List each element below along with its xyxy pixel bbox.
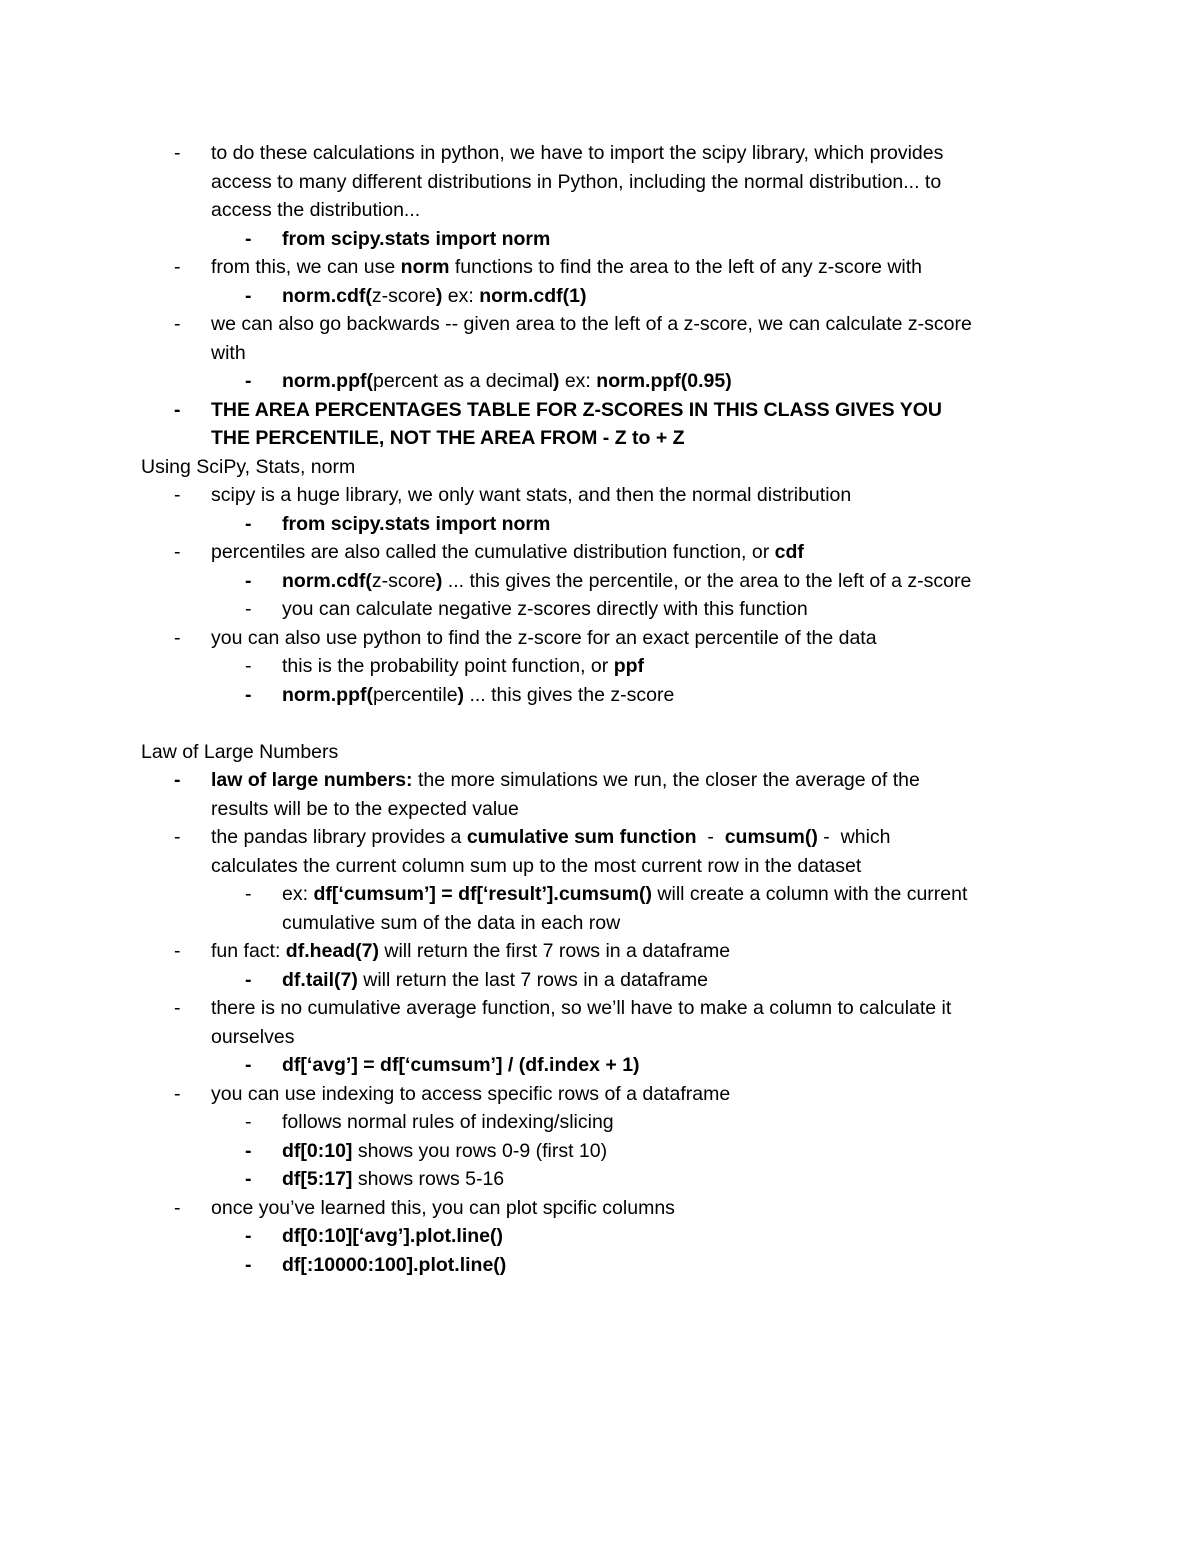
- bullet-dash: -: [174, 313, 181, 335]
- sub-bullet-negative: [0, 595, 1200, 624]
- bullet-dash: -: [245, 1111, 252, 1133]
- bullet-text: you can calculate negative z-scores directly with this function: [282, 598, 808, 620]
- bullet-exact-percentile: [0, 624, 1200, 653]
- bullet-scipy-intro: [0, 139, 1200, 168]
- bullet-scipy-library: [0, 481, 1200, 510]
- text: the more simulations we run, the closer the average of the: [412, 769, 920, 791]
- bullet-dash: -: [245, 284, 252, 307]
- bullet-dash: -: [174, 940, 181, 962]
- bold-text: ppf: [613, 655, 645, 677]
- code-text: ): [457, 683, 465, 706]
- sub-bullet-cdf: [0, 567, 1200, 596]
- code-text: df.head(7): [285, 940, 379, 962]
- code-text: from scipy.stats import norm: [282, 227, 551, 250]
- bullet-dash: -: [174, 398, 181, 421]
- bullet-text: there is no cumulative average function, so we’ll have to make a column to calculate it: [211, 997, 952, 1019]
- sub-bullet-slice-0-10: [0, 1137, 1200, 1166]
- sub-bullet-tail: [0, 966, 1200, 995]
- code-text: df[‘cumsum’] = df[‘result’].cumsum(): [313, 883, 653, 905]
- bullet-dash: -: [174, 626, 181, 649]
- bullet-continuation: access to many different distributions in Python, including the normal distribution... to: [211, 170, 942, 193]
- bullet-continuation: with: [211, 341, 246, 364]
- bullet-dash: -: [174, 1196, 181, 1219]
- bullet-dash: -: [245, 968, 252, 991]
- code-text: df[‘avg’] = df[‘cumsum’] / (df.index + 1): [282, 1054, 640, 1076]
- bullet-dash: -: [174, 256, 181, 278]
- bullet-head: [0, 937, 1200, 966]
- section-heading: Using SciPy, Stats, norm: [141, 455, 356, 478]
- bullet-dash: -: [245, 512, 252, 535]
- sub-bullet-code: [0, 225, 1200, 254]
- bullet-cumsum: [0, 823, 1200, 852]
- bullet-dash: -: [245, 683, 252, 706]
- bullet-continuation: calculates the current column sum up to the most current row in the dataset: [211, 854, 862, 877]
- bullet-text: we can also go backwards -- given area to the left of a z-score, we can calculate z-score: [211, 313, 972, 335]
- code-text: df[0:10]: [282, 1139, 353, 1162]
- bullet-dash: -: [245, 1253, 252, 1276]
- bullet-continuation: THE PERCENTILE, NOT THE AREA FROM - Z to + Z: [211, 427, 685, 449]
- bullet-norm-functions: [0, 253, 1200, 282]
- text: will return the first 7 rows in a dataframe: [378, 940, 731, 962]
- bullet-continuation: cumulative sum of the data in each row: [282, 911, 621, 934]
- text: the pandas library provides a: [211, 826, 467, 848]
- bullet-backwards: [0, 310, 1200, 339]
- bullet-law: [0, 766, 1200, 795]
- text: percentile: [372, 683, 458, 706]
- code-text: ): [435, 569, 443, 592]
- bullet-continuation: results will be to the expected value: [211, 797, 519, 820]
- bullet-cumulative-average: [0, 994, 1200, 1023]
- code-text: cumsum(): [724, 826, 818, 848]
- text: ex:: [559, 370, 597, 392]
- bullet-dash: -: [174, 484, 181, 506]
- text: ... this gives the z-score: [464, 683, 675, 706]
- text: ... this gives the percentile, or the area to the left of a z-score: [442, 569, 972, 592]
- bullet-dash: -: [245, 1139, 252, 1162]
- bullet-text: you can use indexing to access specific rows of a dataframe: [211, 1082, 731, 1105]
- bullet-dash: -: [245, 655, 252, 677]
- text: ex:: [442, 284, 480, 307]
- bullet-dash: -: [174, 826, 181, 848]
- text: z-score: [371, 284, 436, 307]
- text: ex:: [282, 883, 314, 905]
- bullet-dash: -: [174, 142, 181, 164]
- bullet-dash: -: [245, 598, 252, 620]
- sub-bullet-cdf-example: [0, 282, 1200, 311]
- bullet-text: follows normal rules of indexing/slicing: [282, 1111, 614, 1133]
- text: -: [696, 826, 725, 848]
- sub-bullet-code: [0, 510, 1200, 539]
- bold-text: norm: [400, 256, 450, 278]
- bullet-text: you can also use python to find the z-score for an exact percentile of the data: [211, 626, 877, 649]
- text: percentiles are also called the cumulative distribution function, or: [211, 541, 775, 563]
- bullet-continuation: access the distribution...: [211, 199, 421, 221]
- text: from this, we can use: [211, 256, 401, 278]
- sub-bullet-avg-code: [0, 1051, 1200, 1080]
- bullet-text: scipy is a huge library, we only want stats, and then the normal distribution: [211, 484, 852, 506]
- text: this is the probability point function, or: [282, 655, 614, 677]
- bullet-continuation: ourselves: [211, 1025, 295, 1048]
- bullet-dash: -: [174, 997, 181, 1019]
- code-text: df[:10000:100].plot.line(): [282, 1253, 507, 1276]
- text: will create a column with the current: [652, 883, 968, 905]
- text: functions to find the area to the left of any z-score with: [449, 256, 923, 278]
- text: - which: [817, 826, 891, 848]
- code-text: ): [552, 370, 560, 392]
- code-text: norm.ppf(: [282, 370, 373, 392]
- bold-text: cumulative sum function: [466, 826, 697, 848]
- sub-bullet-cumsum-example: [0, 880, 1200, 909]
- spacer: [0, 709, 1200, 738]
- code-text: norm.cdf(1): [479, 284, 587, 307]
- sub-bullet-plot-code: [0, 1251, 1200, 1280]
- code-text: ): [435, 284, 443, 307]
- code-text: norm.ppf(: [282, 683, 373, 706]
- bullet-text: once you’ve learned this, you can plot spcific columns: [211, 1196, 675, 1219]
- code-text: norm.ppf(0.95): [596, 370, 732, 392]
- code-text: df[0:10][‘avg’].plot.line(): [282, 1225, 503, 1247]
- sub-bullet-slice-5-17: [0, 1165, 1200, 1194]
- bullet-dash: -: [174, 1082, 181, 1105]
- bullet-dash: -: [245, 1054, 252, 1076]
- code-text: df[5:17]: [282, 1168, 353, 1190]
- section-heading: Law of Large Numbers: [141, 740, 339, 763]
- bullet-dash: -: [245, 370, 252, 392]
- text: z-score: [371, 569, 436, 592]
- sub-bullet-ppf-example: [0, 367, 1200, 396]
- code-text: from scipy.stats import norm: [282, 512, 551, 535]
- code-text: norm.cdf(: [282, 284, 372, 307]
- bullet-text: to do these calculations in python, we have to import the scipy library, which provides: [211, 142, 944, 164]
- bullet-text: THE AREA PERCENTAGES TABLE FOR Z-SCORES IN THIS CLASS GIVES YOU: [211, 398, 942, 421]
- bullet-dash: -: [245, 227, 252, 250]
- bold-text: cdf: [774, 541, 804, 563]
- bullet-dash: -: [174, 541, 181, 563]
- text: will return the last 7 rows in a dataframe: [357, 968, 708, 991]
- text: fun fact:: [211, 940, 286, 962]
- sub-bullet-ppf: [0, 652, 1200, 681]
- sub-bullet-slicing: [0, 1108, 1200, 1137]
- sub-bullet-plot-code: [0, 1222, 1200, 1251]
- sub-bullet-ppf-code: [0, 681, 1200, 710]
- code-text: df.tail(7): [282, 968, 358, 991]
- bullet-dash: -: [245, 1168, 252, 1190]
- bullet-dash: -: [245, 883, 252, 905]
- bullet-plot: [0, 1194, 1200, 1223]
- text: percent as a decimal: [372, 370, 553, 392]
- code-text: norm.cdf(: [282, 569, 372, 592]
- bullet-dash: -: [245, 569, 252, 592]
- bullet-dash: -: [245, 1225, 252, 1247]
- bullet-percentiles: [0, 538, 1200, 567]
- bullet-dash: -: [174, 769, 181, 791]
- bold-text: law of large numbers:: [211, 769, 413, 791]
- bullet-warning: [0, 396, 1200, 425]
- text: shows rows 5-16: [352, 1168, 505, 1190]
- text: shows you rows 0-9 (first 10): [352, 1139, 608, 1162]
- bullet-indexing: [0, 1080, 1200, 1109]
